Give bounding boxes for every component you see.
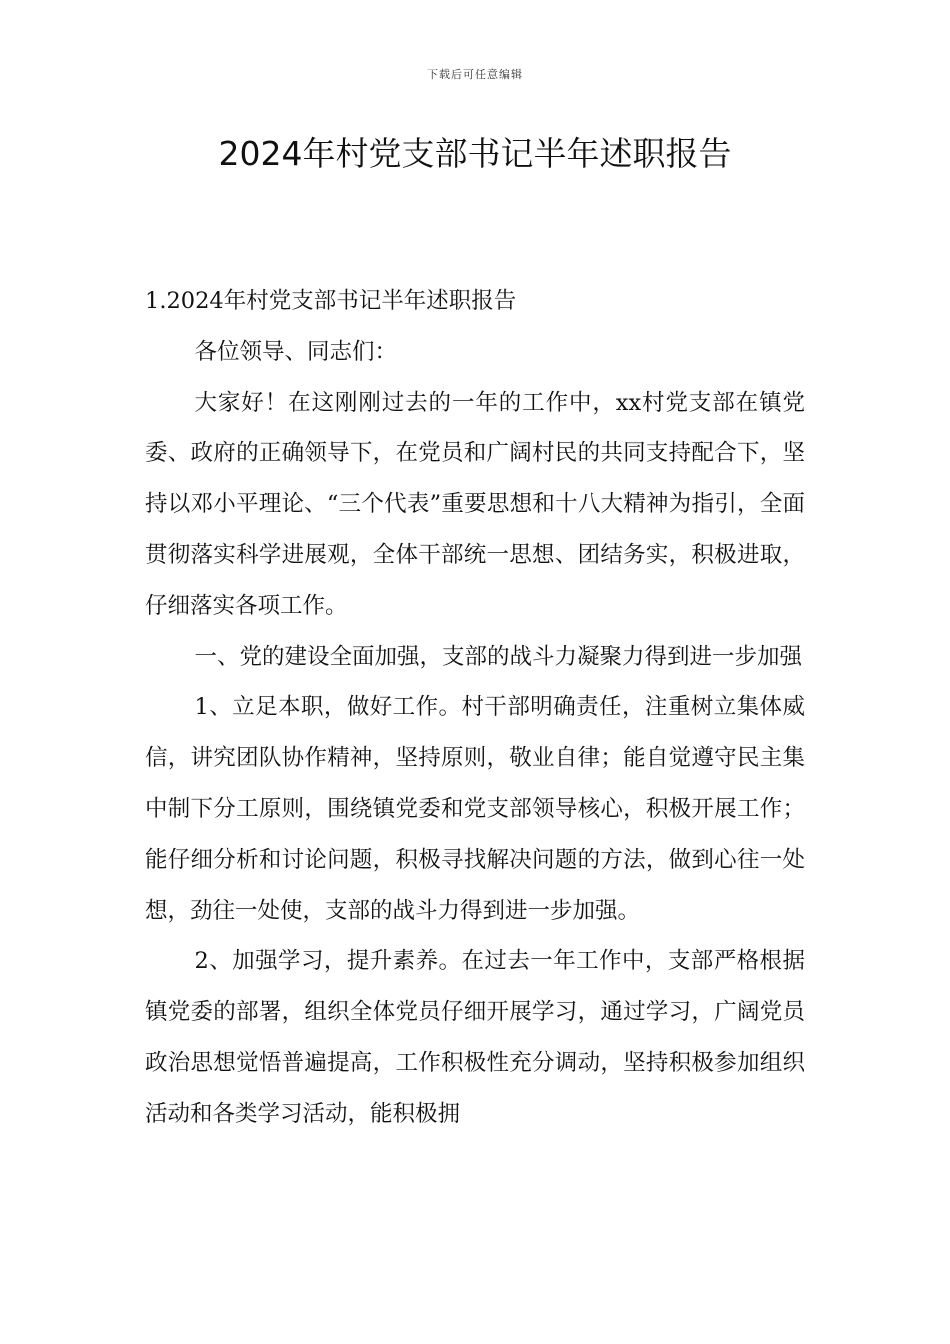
document-body <box>145 276 805 1140</box>
paragraph-section-one-heading: 一、党的建设全面加强，支部的战斗力凝聚力得到进一步加强 <box>194 643 803 670</box>
paragraph-item-one: 1、立足本职，做好工作。村干部明确责任，注重树立集体威信，讲究团队协作精神，坚持原则，敬业自律；能自觉遵守民主集中制下分工原则，围绕镇党委和党支部领导核心，积极开展工作；能仔细分析和讨论问题，积极寻找解决问题的方法，做到心往一处想，劲往一处使，支部的战斗力得到进一步加强。 <box>145 694 805 924</box>
paragraph-intro: 大家好！在这刚刚过去的一年的工作中，xx村党支部在镇党委、政府的正确领导下，在党员和广阔村民的共同支持配合下，坚持以邓小平理论、“三个代表”重要思想和十八大精神为指引，全面贯彻落实科学进展观，全体干部统一思想、团结务实，积极进取，仔细落实各项工作。 <box>145 389 805 619</box>
paragraph-heading: 1.2024年村党支部书记半年述职报告 <box>145 288 517 314</box>
document-title: 2024年村党支部书记半年述职报告 <box>218 134 732 173</box>
paragraph-salutation: 各位领导、同志们： <box>194 338 398 365</box>
header-note: 下载后可任意编辑 <box>427 68 523 81</box>
paragraph-item-two: 2、加强学习，提升素养。在过去一年工作中，支部严格根据镇党委的部署，组织全体党员仔细开展学习，通过学习，广阔党员政治思想觉悟普遍提高，工作积极性充分调动，坚持积极参加组织活动和各类学习活动，能积极拥 <box>145 948 805 1127</box>
